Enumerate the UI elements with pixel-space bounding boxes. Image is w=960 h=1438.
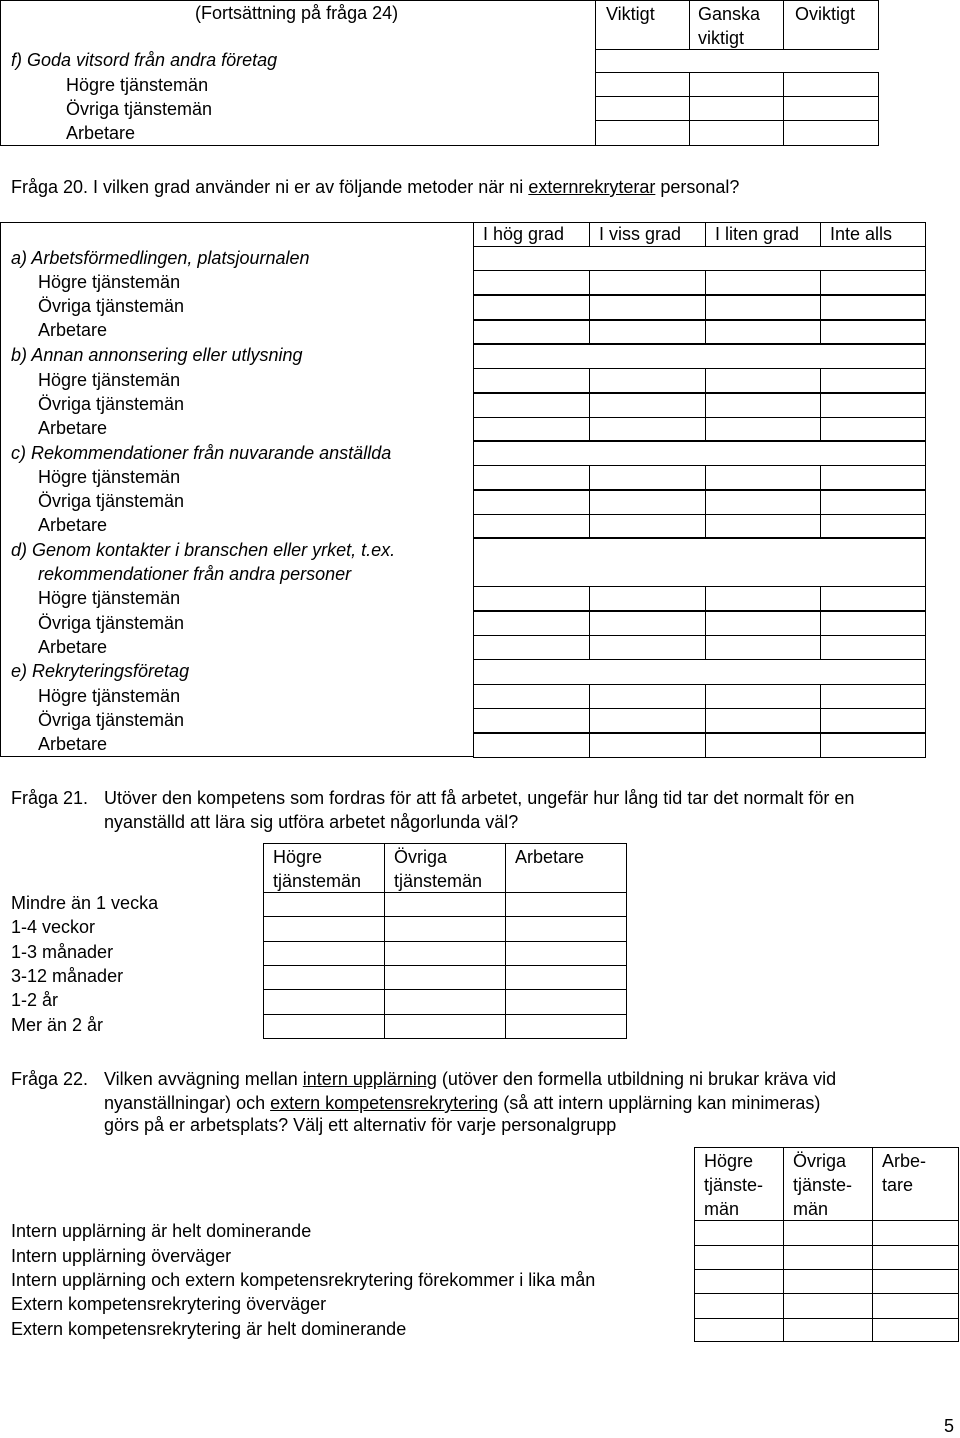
checkbox-cell[interactable] (783, 1293, 873, 1319)
checkbox-cell[interactable] (872, 1269, 959, 1294)
checkbox-cell[interactable] (872, 1220, 959, 1246)
q20-question (11, 175, 739, 199)
q20-row-label: Högre tjänstemän (38, 272, 181, 292)
q20-question-pre: Fråga 20. I vilken grad använder ni er av följande metoder när ni (11, 177, 529, 197)
checkbox-cell[interactable] (705, 635, 821, 660)
checkbox-cell[interactable] (705, 708, 821, 733)
checkbox-cell[interactable] (473, 708, 590, 733)
q20-row-label: Högre tjänstemän (38, 370, 181, 390)
checkbox-cell[interactable] (589, 635, 706, 660)
checkbox-cell[interactable] (783, 120, 879, 146)
checkbox-cell[interactable] (589, 733, 706, 758)
checkbox-cell[interactable] (589, 514, 706, 539)
q22-header-arbetare: Arbe- tare (882, 1151, 927, 1195)
q20-row-label: Övriga tjänstemän (38, 491, 185, 511)
checkbox-cell[interactable] (689, 96, 784, 121)
checkbox-cell[interactable] (705, 490, 821, 515)
checkbox-cell[interactable] (783, 1245, 873, 1270)
q22-text-line2 (104, 1091, 820, 1115)
q22-line2-post: (så att intern upplärning kan minimeras) (498, 1093, 821, 1113)
q22-header-hogre: Högre tjänste- män (704, 1151, 764, 1219)
checkbox-cell[interactable] (705, 465, 821, 490)
q20-row-label: Högre tjänstemän (38, 686, 181, 706)
checkbox-cell[interactable] (783, 1318, 873, 1342)
checkbox-cell[interactable] (820, 368, 926, 393)
checkbox-cell[interactable] (505, 941, 627, 966)
q20-group-title: a) Arbetsförmedlingen, platsjournalen (11, 248, 310, 268)
q24-title: f) Goda vitsord från andra företag (11, 50, 278, 70)
checkbox-cell[interactable] (820, 465, 926, 490)
q20-group-title: e) Rekryteringsföretag (11, 661, 190, 681)
checkbox-cell[interactable] (589, 490, 706, 515)
q21-header-arbetare: Arbetare (515, 847, 585, 867)
checkbox-cell[interactable] (589, 465, 706, 490)
checkbox-cell[interactable] (694, 1269, 784, 1294)
checkbox-cell[interactable] (820, 270, 926, 295)
q21-label: Fråga 21. (11, 788, 89, 808)
q22-text-line3: görs på er arbetsplats? Välj ett alternativ för varje personalgrupp (104, 1115, 617, 1135)
q22-row-label: Intern upplärning och extern kompetensrekrytering förekommer i lika mån (11, 1270, 596, 1290)
q24-row-label: Övriga tjänstemän (66, 99, 213, 119)
checkbox-cell[interactable] (820, 684, 926, 709)
checkbox-cell[interactable] (473, 270, 590, 295)
checkbox-cell[interactable] (694, 1318, 784, 1342)
checkbox-cell[interactable] (820, 295, 926, 320)
checkbox-cell[interactable] (783, 1220, 873, 1246)
checkbox-cell[interactable] (473, 368, 590, 393)
q21-text-line1: Utöver den kompetens som fordras för att få arbetet, ungefär hur lång tid tar det normalt för en (104, 788, 855, 808)
q24-row-label: Högre tjänstemän (66, 75, 209, 95)
q22-row-label: Intern upplärning överväger (11, 1246, 232, 1266)
checkbox-cell[interactable] (263, 965, 385, 990)
checkbox-cell[interactable] (820, 417, 926, 442)
checkbox-cell[interactable] (783, 72, 879, 97)
checkbox-cell[interactable] (473, 635, 590, 660)
checkbox-cell[interactable] (872, 1245, 959, 1270)
checkbox-cell[interactable] (473, 514, 590, 539)
checkbox-cell[interactable] (589, 295, 706, 320)
checkbox-cell[interactable] (783, 96, 879, 121)
checkbox-cell[interactable] (694, 1245, 784, 1270)
checkbox-cell[interactable] (505, 916, 627, 942)
q20-row-label: Övriga tjänstemän (38, 394, 185, 414)
q20-header-inte-alls: Inte alls (830, 224, 893, 244)
q24-header-oviktigt: Oviktigt (795, 4, 856, 24)
checkbox-cell[interactable] (820, 635, 926, 660)
q22-row-label: Intern upplärning är helt dominerande (11, 1221, 312, 1241)
checkbox-cell[interactable] (384, 892, 506, 917)
q20-group-spacer (473, 343, 926, 369)
checkbox-cell[interactable] (820, 514, 926, 539)
checkbox-cell[interactable] (589, 611, 706, 636)
checkbox-cell[interactable] (705, 295, 821, 320)
q21-header-hogre: Högre tjänstemän (273, 847, 362, 891)
page-number: 5 (944, 1416, 955, 1436)
checkbox-cell[interactable] (705, 417, 821, 442)
checkbox-cell[interactable] (820, 320, 926, 345)
checkbox-cell[interactable] (263, 989, 385, 1015)
checkbox-cell[interactable] (473, 320, 590, 345)
checkbox-cell[interactable] (505, 965, 627, 990)
q20-row-label: Högre tjänstemän (38, 588, 181, 608)
q20-row-label: Arbetare (38, 515, 108, 535)
q21-header-ovriga: Övriga tjänstemän (394, 847, 483, 891)
q20-group-spacer (473, 440, 926, 466)
q22-row-label: Extern kompetensrekrytering överväger (11, 1294, 327, 1314)
checkbox-cell[interactable] (263, 916, 385, 942)
checkbox-cell[interactable] (473, 611, 590, 636)
checkbox-cell[interactable] (263, 1014, 385, 1039)
checkbox-cell[interactable] (820, 586, 926, 611)
checkbox-cell[interactable] (384, 965, 506, 990)
checkbox-cell[interactable] (694, 1293, 784, 1319)
q21-row-label: Mindre än 1 vecka (11, 893, 159, 913)
checkbox-cell[interactable] (505, 989, 627, 1015)
checkbox-cell[interactable] (694, 1220, 784, 1246)
checkbox-cell[interactable] (589, 368, 706, 393)
q21-row-label: 1-3 månader (11, 942, 114, 962)
checkbox-cell[interactable] (263, 941, 385, 966)
q21-row-label: 1-4 veckor (11, 917, 96, 937)
checkbox-cell[interactable] (589, 417, 706, 442)
checkbox-cell[interactable] (872, 1318, 959, 1342)
q22-header-ovriga: Övriga tjänste- män (793, 1151, 853, 1219)
q24-caption: (Fortsättning på fråga 24) (195, 3, 399, 23)
checkbox-cell[interactable] (473, 733, 590, 758)
checkbox-cell[interactable] (505, 892, 627, 917)
q24-header-viktigt: Viktigt (606, 4, 655, 24)
checkbox-cell[interactable] (589, 586, 706, 611)
q21-text-line2: nyanställd att lära sig utföra arbetet någorlunda väl? (104, 812, 519, 832)
q20-row-label: Övriga tjänstemän (38, 296, 185, 316)
checkbox-cell[interactable] (473, 295, 590, 320)
q20-row-label: Högre tjänstemän (38, 467, 181, 487)
checkbox-cell[interactable] (589, 684, 706, 709)
checkbox-cell[interactable] (473, 465, 590, 490)
q22-line1-underlined: intern upplärning (302, 1069, 437, 1089)
checkbox-cell[interactable] (589, 708, 706, 733)
checkbox-cell[interactable] (689, 72, 784, 97)
checkbox-cell[interactable] (384, 989, 506, 1015)
checkbox-cell[interactable] (820, 733, 926, 758)
q20-group-spacer (473, 246, 926, 271)
q24-row-label: Arbetare (66, 123, 136, 143)
checkbox-cell[interactable] (705, 320, 821, 345)
q20-row-label: Övriga tjänstemän (38, 710, 185, 730)
q22-line1-pre: Vilken avvägning mellan (104, 1069, 303, 1089)
q20-group-spacer (473, 659, 926, 685)
checkbox-cell[interactable] (705, 393, 821, 418)
q21-row-label: 1-2 år (11, 990, 59, 1010)
checkbox-cell[interactable] (473, 586, 590, 611)
checkbox-cell[interactable] (820, 393, 926, 418)
checkbox-cell[interactable] (589, 393, 706, 418)
checkbox-cell[interactable] (820, 611, 926, 636)
checkbox-cell[interactable] (473, 393, 590, 418)
checkbox-cell[interactable] (384, 1014, 506, 1039)
checkbox-cell[interactable] (872, 1293, 959, 1319)
q20-header-i-viss-grad: I viss grad (599, 224, 682, 244)
checkbox-cell[interactable] (384, 916, 506, 942)
checkbox-cell[interactable] (705, 270, 821, 295)
checkbox-cell[interactable] (705, 611, 821, 636)
checkbox-cell[interactable] (595, 72, 690, 97)
q24-header-ganska-viktigt: Ganska viktigt (698, 4, 761, 48)
checkbox-cell[interactable] (473, 684, 590, 709)
checkbox-cell[interactable] (384, 941, 506, 966)
checkbox-cell[interactable] (705, 586, 821, 611)
q20-group-spacer (473, 537, 926, 587)
checkbox-cell[interactable] (263, 892, 385, 917)
q20-row-label: Arbetare (38, 637, 108, 657)
checkbox-cell[interactable] (589, 320, 706, 345)
q20-group-title-cont: rekommendationer från andra personer (38, 564, 352, 584)
q20-row-label: Arbetare (38, 734, 108, 754)
q20-question-post: personal? (655, 177, 740, 197)
checkbox-cell[interactable] (705, 514, 821, 539)
checkbox-cell[interactable] (820, 708, 926, 733)
q20-header-i-hog-grad: I hög grad (483, 224, 565, 244)
q22-row-label: Extern kompetensrekrytering är helt dominerande (11, 1319, 407, 1339)
checkbox-cell[interactable] (595, 96, 690, 121)
checkbox-cell[interactable] (689, 120, 784, 146)
q22-line2-pre: nyanställningar) och (104, 1093, 271, 1113)
q20-group-title: c) Rekommendationer från nuvarande anställda (11, 443, 392, 463)
checkbox-cell[interactable] (595, 120, 690, 146)
q20-group-title: d) Genom kontakter i branschen eller yrket, t.ex. (11, 540, 396, 560)
q22-line2-underlined: extern kompetensrekrytering (270, 1093, 499, 1113)
checkbox-cell[interactable] (705, 684, 821, 709)
checkbox-cell[interactable] (505, 1014, 627, 1039)
q22-line1-post: (utöver den formella utbildning ni brukar kräva vid (436, 1069, 837, 1089)
q21-row-label: Mer än 2 år (11, 1015, 104, 1035)
q20-header-i-liten-grad: I liten grad (715, 224, 800, 244)
checkbox-cell[interactable] (705, 368, 821, 393)
q21-row-label: 3-12 månader (11, 966, 124, 986)
checkbox-cell[interactable] (589, 270, 706, 295)
checkbox-cell[interactable] (705, 733, 821, 758)
q20-question-underlined: externrekryterar (528, 177, 656, 197)
checkbox-cell[interactable] (783, 1269, 873, 1294)
checkbox-cell[interactable] (820, 490, 926, 515)
q20-row-label: Arbetare (38, 418, 108, 438)
checkbox-cell[interactable] (473, 490, 590, 515)
q22-label: Fråga 22. (11, 1069, 89, 1089)
q20-row-label: Övriga tjänstemän (38, 613, 185, 633)
q20-row-label: Arbetare (38, 320, 108, 340)
checkbox-cell[interactable] (473, 417, 590, 442)
q20-group-title: b) Annan annonsering eller utlysning (11, 345, 303, 365)
q22-text-line1 (104, 1067, 836, 1091)
